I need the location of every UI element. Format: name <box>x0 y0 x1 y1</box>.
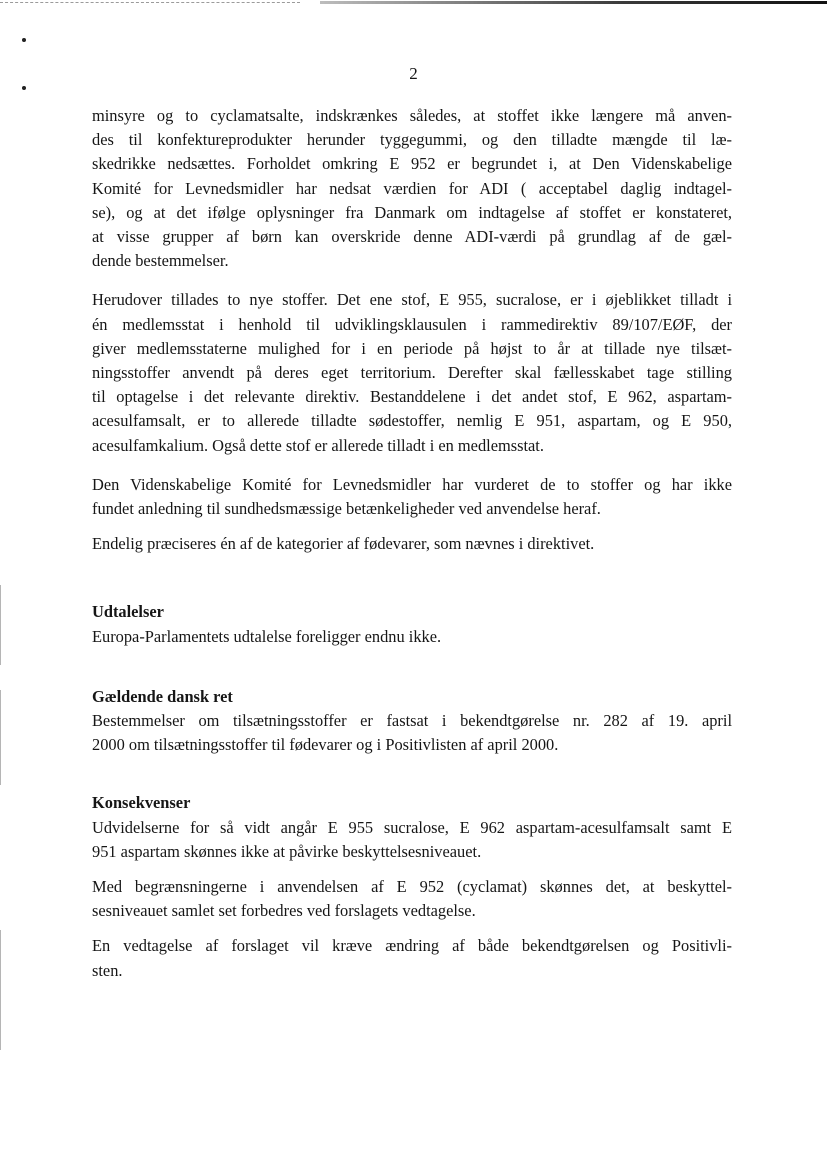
text-line: sten. <box>92 960 123 980</box>
text-line: 951 aspartam skønnes ikke at påvirke beskyttelsesniveauet. <box>92 841 482 861</box>
text-line: minsyre og to cyclamatsalte, indskrænkes således, at stoffet ikke længere må anven- <box>92 106 732 125</box>
scan-dashed-line <box>0 2 300 3</box>
text-line: acesulfamkalium. Også dette stof er allerede tilladt i en medlemsstat. <box>92 435 544 455</box>
scan-dark-bar <box>320 1 827 4</box>
text-line: Europa-Parlamentets udtalelse foreligger endnu ikke. <box>92 626 442 646</box>
page-number: 2 <box>409 64 418 83</box>
text-line: at visse grupper af børn kan overskride denne ADI-værdi på grundlag af de gæl- <box>92 227 732 247</box>
scan-margin-line <box>0 690 1 785</box>
punch-hole-mark <box>22 86 26 90</box>
section-paragraph <box>92 875 732 923</box>
text-line: 2000 om tilsætningsstoffer til fødevarer og i Positivlisten af april 2000. <box>92 735 559 755</box>
paragraph-cyclamat-restriction <box>92 104 732 273</box>
section-paragraph <box>92 709 732 757</box>
text-line: ningsstoffer anvendt på deres eget territorium. Derefter skal fællesskabet tage stilling <box>92 363 732 383</box>
scan-margin-line <box>0 585 1 665</box>
text-line: Herudover tillades to nye stoffer. Det ene stof, E 955, sucralose, er i øjeblikket tilladt i <box>92 290 732 310</box>
section-paragraph <box>92 816 732 864</box>
text-line: se), og at det ifølge oplysninger fra Danmark om indtagelse af stoffet er konstateret, <box>92 202 732 222</box>
text-line: giver medlemsstaterne mulighed for i en periode på højst to år at tillade nye tilsæt- <box>92 338 732 358</box>
section-heading: Udtalelser <box>92 602 164 622</box>
text-line: én medlemsstat i henhold til udviklingsklausulen i rammedirektiv 89/107/EØF, der <box>92 314 732 334</box>
section-paragraph <box>92 934 732 982</box>
section-gaeldende-dansk-ret <box>92 685 732 758</box>
section-konsekvenser <box>92 791 732 982</box>
text-line: Komité for Levnedsmidler har nedsat værdien for ADI ( acceptabel daglig indtagel- <box>92 178 732 198</box>
paragraph-category-clarification <box>92 532 732 556</box>
text-line: Den Videnskabelige Komité for Levnedsmidler har vurderet de to stoffer og har ikke <box>92 474 732 494</box>
text-line: Med begrænsningerne i anvendelsen af E 952 (cyclamat) skønnes det, at beskyttel- <box>92 877 732 897</box>
text-line: des til konfektureprodukter herunder tyggegummi, og den tilladte mængde til læ- <box>92 130 732 150</box>
text-line: acesulfamsalt, er to allerede tilladte sødestoffer, nemlig E 951, aspartam, og E 950, <box>92 411 732 431</box>
text-line: En vedtagelse af forslaget vil kræve ændring af både bekendtgørelsen og Positivli- <box>92 936 732 956</box>
document-body <box>92 104 732 983</box>
section-heading: Konsekvenser <box>92 793 191 813</box>
scan-margin-line <box>0 930 1 1050</box>
paragraph-new-substances <box>92 288 732 457</box>
section-heading: Gældende dansk ret <box>92 686 233 706</box>
text-line: dende bestemmelser. <box>92 251 229 271</box>
text-line: Bestemmelser om tilsætningsstoffer er fastsat i bekendtgørelse nr. 282 af 19. april <box>92 711 732 731</box>
section-udtalelser <box>92 600 732 648</box>
text-line: skedrikke nedsættes. Forholdet omkring E 952 er begrundet i, at Den Videnskabelige <box>92 154 732 174</box>
section-paragraph <box>92 625 732 649</box>
text-line: Udvidelserne for så vidt angår E 955 sucralose, E 962 aspartam-acesulfamsalt samt E <box>92 817 732 837</box>
text-line: til optagelse i det relevante direktiv. Bestanddelene i det andet stof, E 962, aspartam- <box>92 387 732 407</box>
punch-hole-mark <box>22 38 26 42</box>
text-line: sesniveauet samlet set forbedres ved forslagets vedtagelse. <box>92 901 476 921</box>
text-line: Endelig præciseres én af de kategorier af fødevarer, som nævnes i direktivet. <box>92 534 595 554</box>
paragraph-committee-assessment <box>92 473 732 521</box>
text-line: fundet anledning til sundhedsmæssige betænkeligheder ved anvendelse heraf. <box>92 499 601 519</box>
scan-top-edge <box>0 0 827 6</box>
